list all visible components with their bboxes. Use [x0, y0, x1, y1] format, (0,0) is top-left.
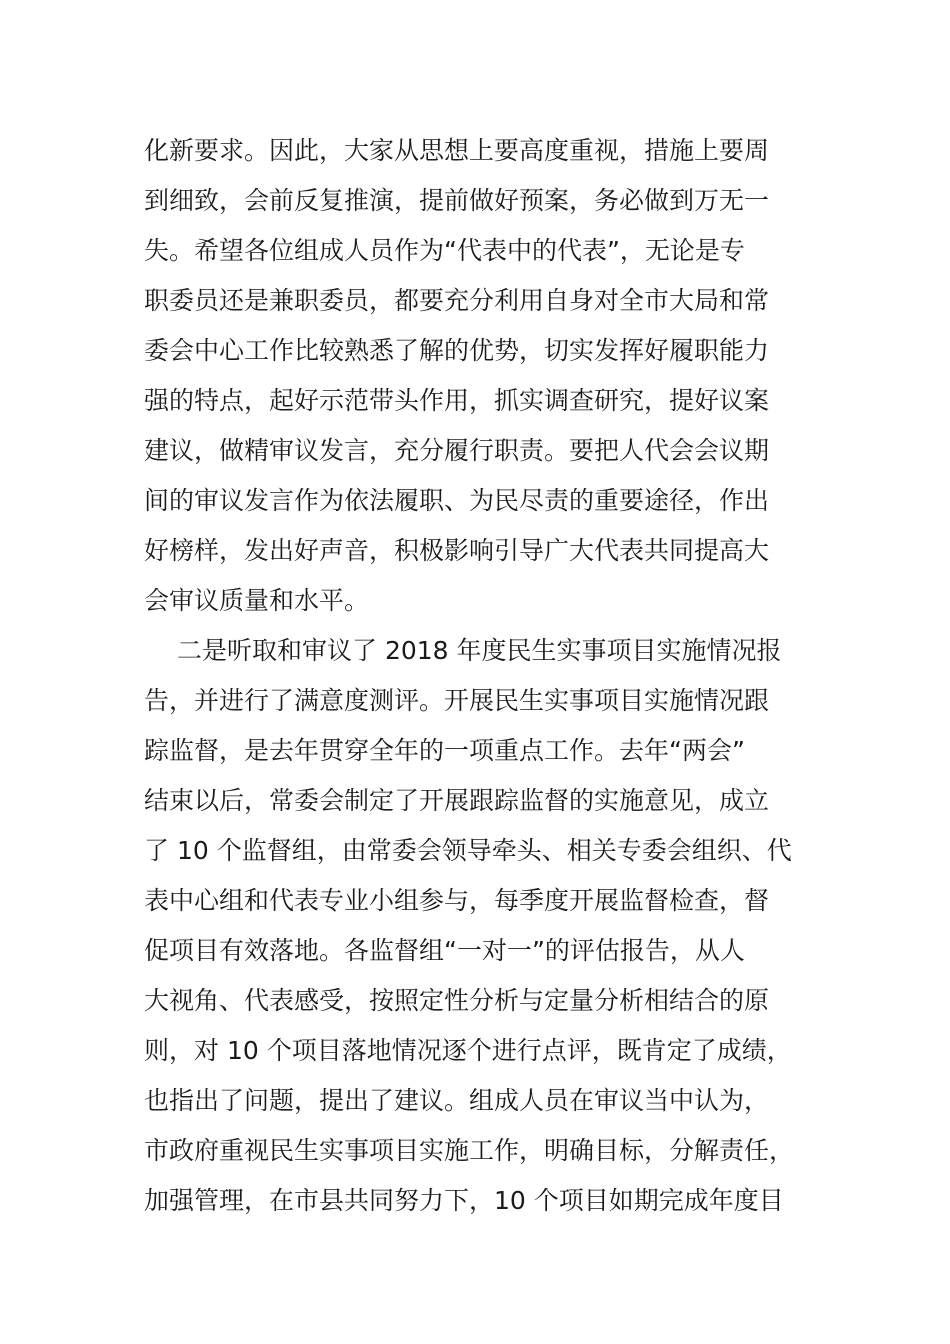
text-line: 失。希望各位组成人员作为“代表中的代表”，无论是专 — [144, 236, 745, 265]
text-line: 强的特点，起好示范带头作用，抓实调查研究，提好议案 — [144, 386, 770, 415]
text-line: 建议，做精审议发言，充分履行职责。要把人代会会议期 — [144, 436, 770, 465]
text-line: 加强管理，在市县共同努力下，10 个项目如期完成年度目 — [144, 1186, 784, 1215]
body-text — [144, 126, 810, 1226]
text-line: 则，对 10 个项目落地情况逐个进行点评，既肯定了成绩， — [144, 1036, 792, 1065]
text-line: 结束以后，常委会制定了开展跟踪监督的实施意见，成立 — [144, 786, 770, 815]
text-line: 化新要求。因此，大家从思想上要高度重视，措施上要周 — [144, 136, 770, 165]
text-line: 好榜样，发出好声音，积极影响引导广大代表共同提高大 — [144, 536, 770, 565]
text-line: 也指出了问题，提出了建议。组成人员在审议当中认为， — [144, 1086, 770, 1115]
text-line: 市政府重视民生实事项目实施工作，明确目标，分解责任， — [144, 1136, 795, 1165]
text-line: 表中心组和代表专业小组参与，每季度开展监督检查，督 — [144, 886, 770, 915]
text-line: 间的审议发言作为依法履职、为民尽责的重要途径，作出 — [144, 486, 770, 515]
text-line: 促项目有效落地。各监督组“一对一”的评估报告，从人 — [144, 936, 745, 965]
text-line: 职委员还是兼职委员，都要充分利用自身对全市大局和常 — [144, 286, 770, 315]
text-line: 会审议质量和水平。 — [144, 586, 370, 615]
text-line: 告，并进行了满意度测评。开展民生实事项目实施情况跟 — [144, 686, 770, 715]
text-line: 大视角、代表感受，按照定性分析与定量分析相结合的原 — [144, 986, 770, 1015]
text-line: 到细致，会前反复推演，提前做好预案，务必做到万无一 — [144, 186, 770, 215]
paragraph-start-line: 二是听取和审议了 2018 年度民生实事项目实施情况报 — [177, 636, 782, 665]
text-line: 了 10 个监督组，由常委会领导牵头、相关专委会组织、代 — [144, 836, 792, 865]
text-line: 委会中心工作比较熟悉了解的优势，切实发挥好履职能力 — [144, 336, 770, 365]
text-line: 踪监督，是去年贯穿全年的一项重点工作。去年“两会” — [144, 736, 745, 765]
